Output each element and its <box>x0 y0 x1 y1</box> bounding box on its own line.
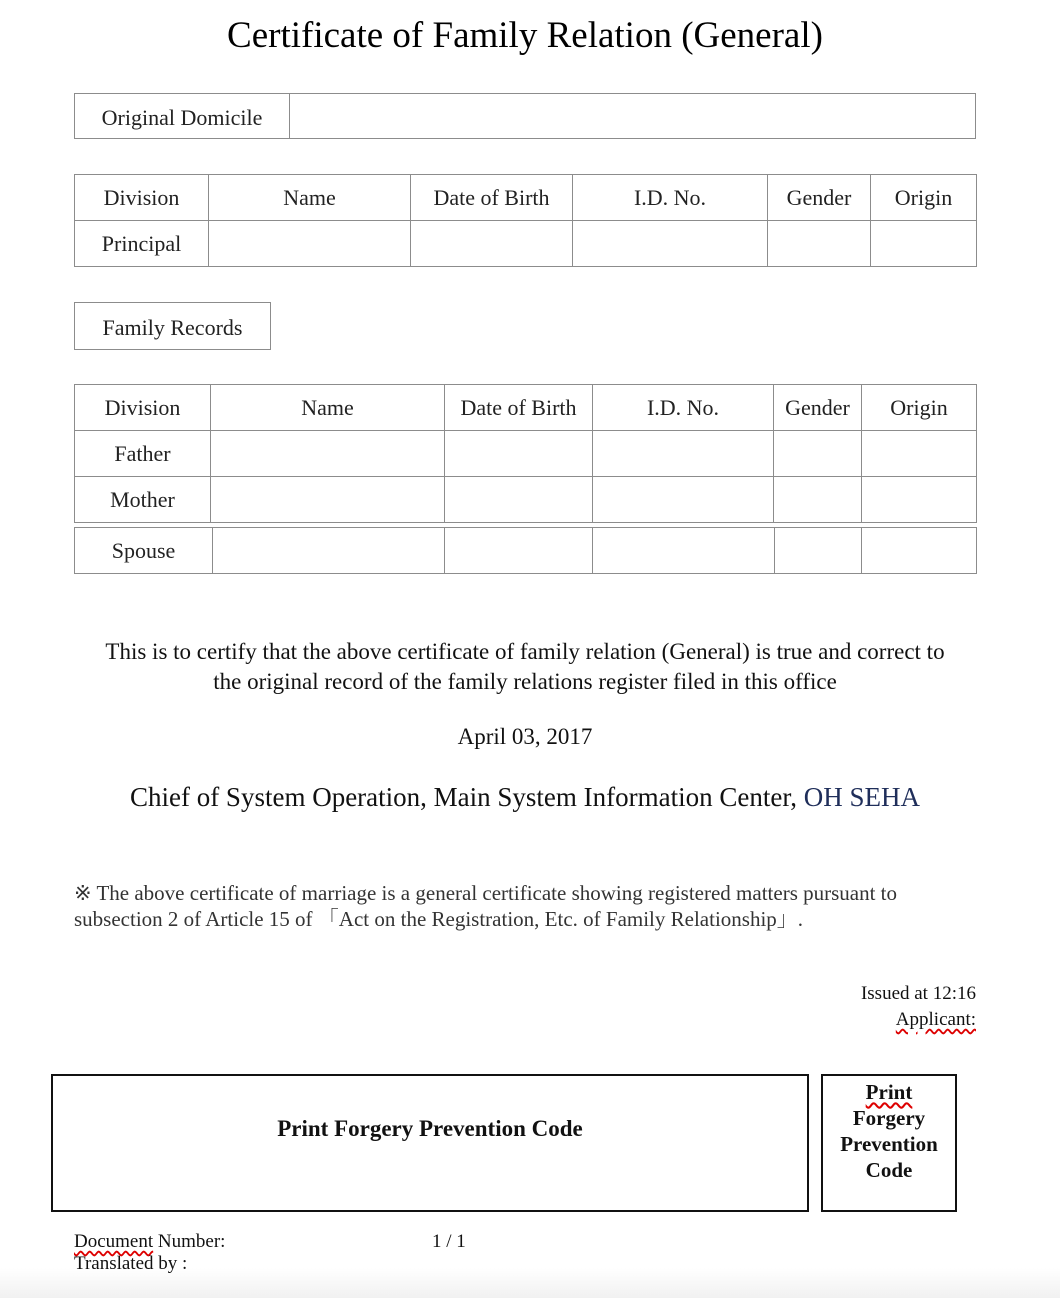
small-box-line-4: Code <box>865 1158 913 1182</box>
document-word: Document <box>74 1231 154 1252</box>
document-number-label <box>74 1231 225 1253</box>
cell-date-of-birth <box>445 431 593 477</box>
header-gender: Gender <box>774 385 862 431</box>
row-label-mother: Mother <box>75 477 211 523</box>
family-table <box>74 384 977 523</box>
spouse-table <box>74 527 977 574</box>
family-header-row <box>75 385 977 431</box>
cell-id-no <box>593 528 775 574</box>
legal-note-line-2: subsection 2 of Article 15 of 「Act on the Registration, Etc. of Family Relationship」. <box>74 907 804 931</box>
cell-gender <box>774 477 862 523</box>
cell-name <box>211 477 445 523</box>
row-label-principal: Principal <box>75 221 209 267</box>
cell-name <box>213 528 445 574</box>
chief-name: OH SEHA <box>803 782 921 812</box>
principal-table <box>74 174 977 267</box>
table-row <box>75 431 977 477</box>
forgery-prevention-code-box: Print Forgery Prevention Code <box>51 1074 809 1212</box>
issued-time: Issued at 12:16 <box>860 983 976 1004</box>
cell-origin <box>862 431 977 477</box>
row-label-father: Father <box>75 431 211 477</box>
small-box-line-2: Forgery <box>852 1106 926 1130</box>
table-row <box>75 477 977 523</box>
chief-signature-line <box>0 782 1050 813</box>
cell-date-of-birth <box>445 477 593 523</box>
issue-date: April 03, 2017 <box>457 724 593 749</box>
header-name: Name <box>211 385 445 431</box>
cell-origin <box>862 477 977 523</box>
cell-id-no <box>593 431 774 477</box>
certification-line-1: This is to certify that the above certificate of family relation (General) is true and correct to <box>105 639 945 664</box>
chief-title: Chief of System Operation, Main System Information Center, <box>129 782 798 812</box>
principal-header-row <box>75 175 977 221</box>
document-footer <box>74 1231 225 1275</box>
translated-by-label: Translated by : <box>74 1253 188 1274</box>
cell-gender <box>774 431 862 477</box>
header-origin: Origin <box>871 175 977 221</box>
header-gender: Gender <box>768 175 871 221</box>
header-id-no: I.D. No. <box>593 385 774 431</box>
table-row <box>75 528 977 574</box>
cell-gender <box>768 221 871 267</box>
cell-id-no <box>573 221 768 267</box>
row-label-spouse: Spouse <box>75 528 213 574</box>
header-division: Division <box>75 385 211 431</box>
certification-line-2: the original record of the family relations register filed in this office <box>213 669 837 694</box>
forgery-prevention-code-small-box <box>821 1074 957 1212</box>
cell-name <box>209 221 411 267</box>
header-date-of-birth: Date of Birth <box>411 175 573 221</box>
cell-gender <box>775 528 862 574</box>
page-title: Certificate of Family Relation (General) <box>227 15 823 56</box>
certification-statement <box>60 637 990 697</box>
small-box-line-1: Print <box>865 1080 913 1104</box>
issued-block <box>861 981 976 1033</box>
applicant-label: Applicant: <box>895 1009 976 1030</box>
cell-id-no <box>593 477 774 523</box>
header-origin: Origin <box>862 385 977 431</box>
cell-name <box>211 431 445 477</box>
legal-note <box>74 880 974 932</box>
original-domicile-label: Original Domicile <box>75 94 290 138</box>
number-word: Number: <box>157 1231 226 1252</box>
cell-origin <box>862 528 977 574</box>
original-domicile-box <box>74 93 976 139</box>
header-id-no: I.D. No. <box>573 175 768 221</box>
legal-note-line-1: ※ The above certificate of marriage is a general certificate showing registered matters pursuant to <box>74 881 898 905</box>
table-row <box>75 221 977 267</box>
cell-date-of-birth <box>411 221 573 267</box>
header-name: Name <box>209 175 411 221</box>
page-indicator: 1 / 1 <box>432 1231 466 1252</box>
header-division: Division <box>75 175 209 221</box>
cell-origin <box>871 221 977 267</box>
small-box-line-3: Prevention <box>840 1132 938 1156</box>
header-date-of-birth: Date of Birth <box>445 385 593 431</box>
family-records-label: Family Records <box>74 302 271 350</box>
cell-date-of-birth <box>445 528 593 574</box>
